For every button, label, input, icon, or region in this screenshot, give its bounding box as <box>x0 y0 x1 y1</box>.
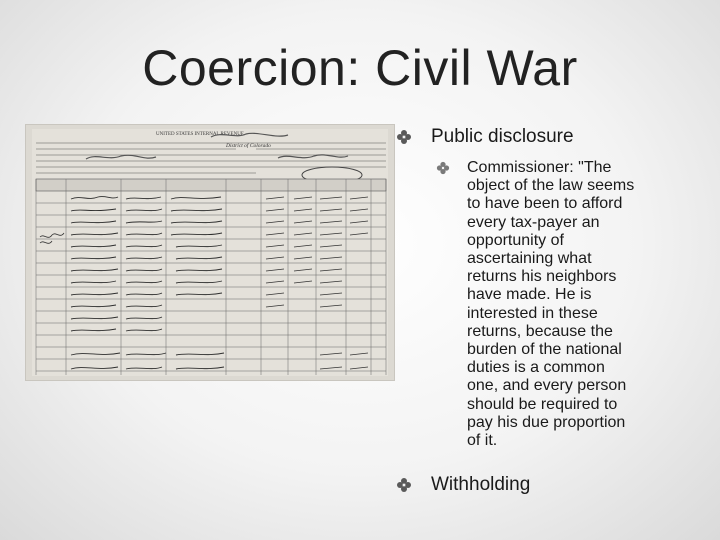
quote-line: have made. He is <box>467 286 592 304</box>
quote-line: returns his neighbors <box>467 268 617 286</box>
quote-line: ascertaining what <box>467 250 592 268</box>
quote-line: object of the law seems <box>467 177 635 195</box>
doc-header-line: UNITED STATES INTERNAL REVENUE. <box>156 132 246 137</box>
tax-record-image <box>26 125 394 380</box>
quote-line: every tax-payer an <box>467 213 600 231</box>
doc-district-text: District of Colorado <box>226 143 271 149</box>
diamond-clover-bullet-icon <box>396 477 412 493</box>
quote-line: duties is a common <box>467 359 605 377</box>
quote-line: returns, because the <box>467 322 613 340</box>
quote-line: Commissioner: "The <box>467 159 612 176</box>
slide-title: Coercion: Civil War <box>142 40 578 96</box>
quote-line: to have been to afford <box>467 195 623 213</box>
diamond-clover-bullet-icon <box>436 161 452 177</box>
doc-table-header <box>36 179 386 191</box>
quote-line: one, and every person <box>467 377 627 395</box>
quote-line: should be required to <box>467 395 618 413</box>
sub-bullet-text <box>467 159 672 450</box>
quote-line: pay his due proportion <box>467 413 626 431</box>
diamond-clover-bullet-icon <box>396 129 412 145</box>
quote-line: of it. <box>467 432 498 450</box>
bullet-text: Public disclosure <box>431 126 574 147</box>
quote-line: opportunity of <box>467 231 564 249</box>
tax-record-drawing <box>26 125 394 380</box>
bullet-text: Withholding <box>431 474 531 495</box>
quote-line: interested in these <box>467 304 598 322</box>
quote-line: burden of the national <box>467 341 622 359</box>
